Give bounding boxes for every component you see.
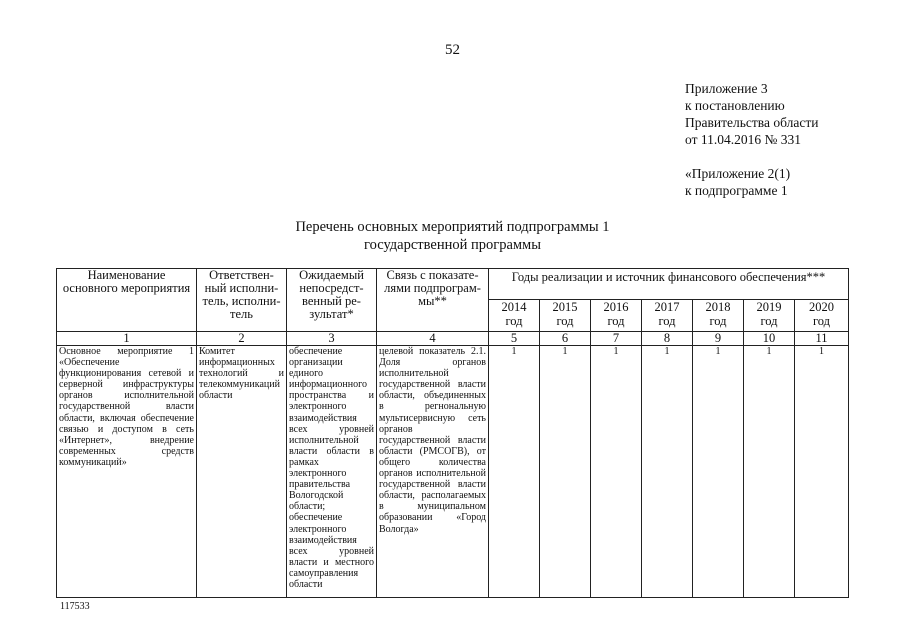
year-header-2016: 2016 год (591, 300, 642, 332)
title-line: Перечень основных мероприятий подпрограммы 1 (295, 219, 610, 235)
cell-year-value: 1 (795, 346, 849, 598)
year-header-2019: 2019 год (744, 300, 795, 332)
year-header-2015: 2015 год (540, 300, 591, 332)
column-number: 3 (287, 332, 377, 346)
column-numbers-row (57, 332, 849, 346)
column-number: 1 (57, 332, 197, 346)
cell-measure: Основное мероприятие 1 «Обеспечение функционирования сетевой и серверной инфраструктуры органов исполнительной государственной власти области, включая обеспечение связью и доступом в сеть «Интернет», внедрение современных средств коммуникаций» (57, 346, 197, 598)
column-number: 4 (377, 332, 489, 346)
title-line: государственной программы (364, 237, 541, 253)
appendix-line: «Приложение 2(1) (685, 166, 791, 181)
cell-year-value: 1 (744, 346, 795, 598)
appendix-line: к постановлению (685, 98, 785, 113)
column-number: 8 (642, 332, 693, 346)
measures-table (56, 268, 849, 598)
year-header-2014: 2014 год (489, 300, 540, 332)
column-number: 11 (795, 332, 849, 346)
cell-result: обеспечение организации единого информационного пространства и электронного взаимодействия всех уровней исполнительной власти области в рамках электронного правительства Вологодской области; обеспечение электронного взаимодействия всех уровней власти и местного самоуправления области (287, 346, 377, 598)
cell-year-value: 1 (591, 346, 642, 598)
column-number: 7 (591, 332, 642, 346)
cell-year-value: 1 (642, 346, 693, 598)
year-header-2018: 2018 год (693, 300, 744, 332)
column-number: 5 (489, 332, 540, 346)
appendix-block (685, 80, 818, 199)
cell-year-value: 1 (540, 346, 591, 598)
column-number: 6 (540, 332, 591, 346)
header-executor: Ответствен-ный исполни-тель, исполни-тель (197, 269, 287, 332)
column-number: 10 (744, 332, 795, 346)
year-header-2020: 2020 год (795, 300, 849, 332)
appendix-line: от 11.04.2016 № 331 (685, 132, 801, 147)
appendix-line: к подпрограмме 1 (685, 183, 788, 198)
document-title (200, 218, 705, 254)
header-indicator-link: Связь с показате-лями подпрограм-мы** (377, 269, 489, 332)
appendix-line: Приложение 3 (685, 81, 768, 96)
cell-year-value: 1 (489, 346, 540, 598)
column-number: 9 (693, 332, 744, 346)
page-number: 52 (445, 42, 460, 58)
column-number: 2 (197, 332, 287, 346)
header-result: Ожидаемый непосредст-венный ре-зультат* (287, 269, 377, 332)
cell-indicator-link: целевой показатель 2.1. Доля органов исполнительной государственной власти области, объединенных в регнональную мультисервисную сеть органов государственной власти области (РМСОГВ), от общего количества органов исполнительной государственной власти области, располагаемых в муниципальном образовании «Город Вологда» (377, 346, 489, 598)
header-years-group: Годы реализации и источник финансового обеспечения*** (489, 269, 849, 300)
year-header-2017: 2017 год (642, 300, 693, 332)
cell-executor: Комитет информационных технологий и телекоммуникаций области (197, 346, 287, 598)
footer-code: 117533 (60, 601, 90, 612)
header-measure: Наименование основного мероприятия (57, 269, 197, 332)
appendix-line: Правительства области (685, 115, 819, 130)
table-row (57, 346, 849, 598)
cell-year-value: 1 (693, 346, 744, 598)
